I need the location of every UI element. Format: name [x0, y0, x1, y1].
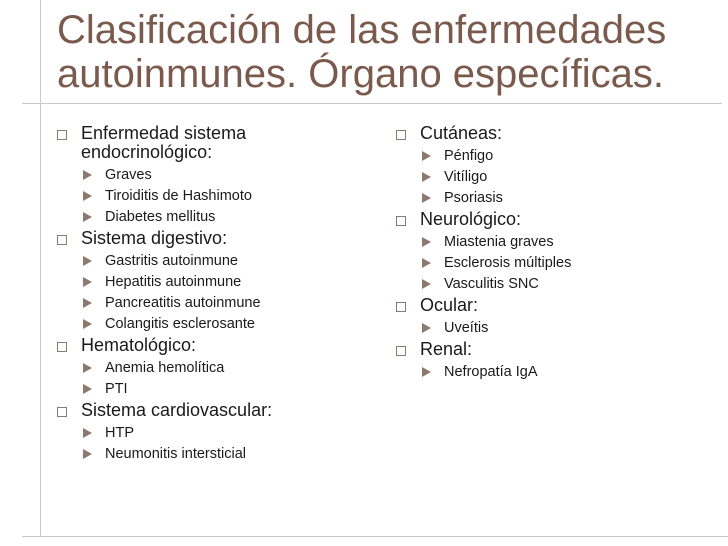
- triangle-bullet-icon: [83, 277, 92, 287]
- item-label: Vitíligo: [444, 169, 488, 185]
- category-item: [394, 124, 714, 143]
- triangle-bullet-icon: [83, 170, 92, 180]
- square-bullet-icon: [57, 235, 67, 245]
- triangle-bullet-icon: [83, 212, 92, 222]
- group-hematologic: [55, 336, 375, 399]
- list-item: [420, 319, 714, 338]
- category-label: Hematológico:: [81, 335, 197, 355]
- triangle-bullet-icon: [422, 367, 431, 377]
- subitem-list: [420, 319, 714, 338]
- category-label-line: endocrinológico:: [81, 142, 213, 162]
- group-endocrine: [55, 124, 375, 227]
- title-line: Clasificación de las enfermedades: [57, 8, 667, 52]
- triangle-bullet-icon: [83, 319, 92, 329]
- title-rule: [22, 103, 722, 104]
- item-label: Diabetes mellitus: [105, 209, 216, 225]
- right-column: [394, 124, 714, 384]
- item-label: Tiroiditis de Hashimoto: [105, 188, 252, 204]
- category-item: [394, 296, 714, 315]
- category-label: Cutáneas:: [420, 123, 503, 143]
- item-label: Esclerosis múltiples: [444, 255, 572, 271]
- subitem-list: [81, 424, 375, 464]
- list-item: [81, 166, 375, 185]
- group-ocular: [394, 296, 714, 338]
- item-label: Vasculitis SNC: [444, 276, 539, 292]
- category-label: Sistema cardiovascular:: [81, 400, 273, 420]
- triangle-bullet-icon: [83, 256, 92, 266]
- list-item: [81, 445, 375, 464]
- bottom-rule: [22, 536, 728, 537]
- list-item: [420, 254, 714, 273]
- square-bullet-icon: [396, 346, 406, 356]
- item-label: Uveítis: [444, 320, 489, 336]
- triangle-bullet-icon: [83, 298, 92, 308]
- list-item: [420, 363, 714, 382]
- vertical-rule: [40, 0, 41, 536]
- group-cutaneous: [394, 124, 714, 208]
- subitem-list: [420, 147, 714, 208]
- triangle-bullet-icon: [83, 449, 92, 459]
- category-item: [55, 124, 375, 162]
- square-bullet-icon: [396, 216, 406, 226]
- square-bullet-icon: [57, 130, 67, 140]
- list-item: [420, 275, 714, 294]
- list-item: [81, 424, 375, 443]
- list-item: [81, 208, 375, 227]
- item-label: HTP: [105, 425, 134, 441]
- category-item: [394, 340, 714, 359]
- category-item: [55, 336, 375, 355]
- group-renal: [394, 340, 714, 382]
- category-label: Neurológico:: [420, 209, 522, 229]
- item-label: Hepatitis autoinmune: [105, 274, 242, 290]
- list-item: [420, 189, 714, 208]
- subitem-list: [81, 252, 375, 334]
- item-label: Nefropatía IgA: [444, 364, 538, 380]
- list-item: [81, 380, 375, 399]
- triangle-bullet-icon: [83, 428, 92, 438]
- subitem-list: [420, 363, 714, 382]
- square-bullet-icon: [57, 407, 67, 417]
- list-item: [81, 294, 375, 313]
- triangle-bullet-icon: [422, 193, 431, 203]
- category-label: Ocular:: [420, 295, 479, 315]
- item-label: Pénfigo: [444, 148, 494, 164]
- item-label: PTI: [105, 381, 128, 397]
- list-item: [81, 273, 375, 292]
- category-item: [55, 229, 375, 248]
- list-item: [81, 187, 375, 206]
- triangle-bullet-icon: [83, 191, 92, 201]
- list-item: [81, 359, 375, 378]
- subitem-list: [81, 359, 375, 399]
- item-label: Psoriasis: [444, 190, 503, 206]
- category-item: [394, 210, 714, 229]
- triangle-bullet-icon: [422, 258, 431, 268]
- triangle-bullet-icon: [83, 384, 92, 394]
- category-label-line: Enfermedad sistema: [81, 123, 247, 143]
- category-label: [81, 124, 375, 162]
- triangle-bullet-icon: [422, 237, 431, 247]
- triangle-bullet-icon: [422, 323, 431, 333]
- item-label: Anemia hemolítica: [105, 360, 225, 376]
- left-column: [55, 124, 375, 466]
- triangle-bullet-icon: [422, 279, 431, 289]
- square-bullet-icon: [396, 130, 406, 140]
- list-item: [420, 233, 714, 252]
- item-label: Neumonitis intersticial: [105, 446, 247, 462]
- subitem-list: [81, 166, 375, 227]
- item-label: Miastenia graves: [444, 234, 554, 250]
- category-label: Renal:: [420, 339, 473, 359]
- list-item: [81, 252, 375, 271]
- subitem-list: [420, 233, 714, 294]
- triangle-bullet-icon: [83, 363, 92, 373]
- item-label: Colangitis esclerosante: [105, 316, 255, 332]
- list-item: [420, 168, 714, 187]
- group-digestive: [55, 229, 375, 334]
- category-label: Sistema digestivo:: [81, 228, 228, 248]
- square-bullet-icon: [57, 342, 67, 352]
- triangle-bullet-icon: [422, 172, 431, 182]
- item-label: Gastritis autoinmune: [105, 253, 238, 269]
- triangle-bullet-icon: [422, 151, 431, 161]
- square-bullet-icon: [396, 302, 406, 312]
- item-label: Graves: [105, 167, 152, 183]
- list-item: [81, 315, 375, 334]
- group-cardiovascular: [55, 401, 375, 464]
- category-item: [55, 401, 375, 420]
- title-line: autoinmunes. Órgano específicas.: [57, 52, 665, 96]
- page-title: [57, 8, 722, 96]
- group-neurologic: [394, 210, 714, 294]
- item-label: Pancreatitis autoinmune: [105, 295, 261, 311]
- list-item: [420, 147, 714, 166]
